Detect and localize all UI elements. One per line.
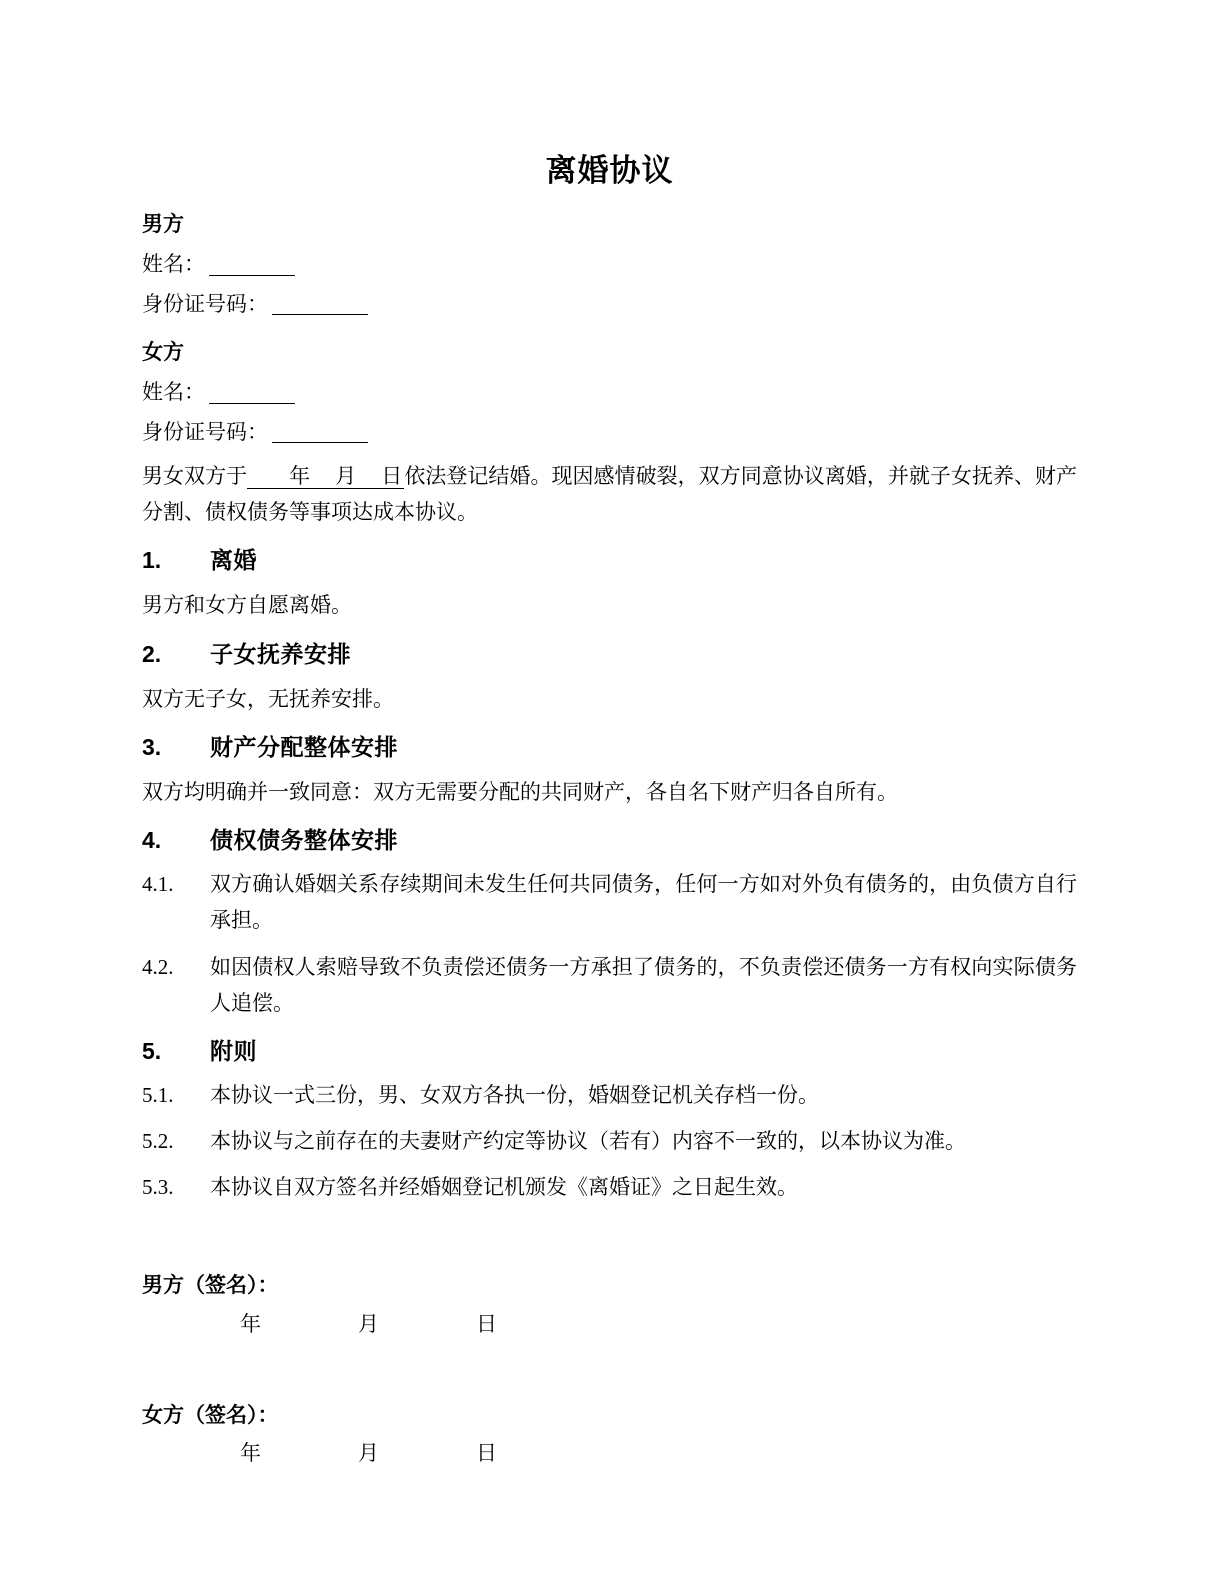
section-heading-3 — [142, 717, 1077, 763]
female-name-label: 姓名： — [142, 380, 205, 405]
day-unit: 日 — [381, 464, 403, 489]
sub-item-text-4-2: 如因债权人索赔导致不负责偿还债务一方承担了债务的，不负责偿还债务一方有权向实际债务人追偿。 — [210, 954, 1077, 1015]
male-id-blank[interactable] — [272, 293, 368, 315]
sub-item-text-4-1: 双方确认婚姻关系存续期间未发生任何共同债务，任何一方如对外负有债务的，由负债方自行承担。 — [210, 872, 1077, 933]
female-id-label: 身份证号码： — [142, 419, 268, 444]
male-signature-label[interactable]: 男方（签名）： — [142, 1274, 279, 1298]
male-sign-year[interactable]: 年 — [240, 1311, 261, 1336]
male-id-field — [142, 279, 1077, 318]
page-title: 离婚协议 — [545, 153, 674, 188]
section-title-5: 附则 — [210, 1037, 257, 1064]
section-title-3: 财产分配整体安排 — [210, 733, 398, 760]
sub-item-number-5-2: 5.2. — [142, 1129, 174, 1154]
female-name-field — [142, 367, 1077, 406]
signature-gap — [142, 1205, 1077, 1271]
section-3-paragraph-1: 双方均明确并一致同意：双方无需要分配的共同财产，各自名下财产归各自所有。 — [142, 780, 898, 805]
sub-item-text-5-2: 本协议与之前存在的夫妻财产约定等协议（若有）内容不一致的，以本协议为准。 — [210, 1129, 966, 1154]
marriage-day-blank[interactable] — [358, 464, 404, 489]
female-signature-label[interactable]: 女方（签名）： — [142, 1404, 279, 1428]
male-sign-day[interactable]: 日 — [476, 1311, 497, 1336]
intro-paragraph — [142, 446, 1077, 530]
intro-suffix: 依法登记结婚。现因感情破裂，双方同意协议离婚，并就子女抚养、财产分割、债权债务等事项达成本协议。 — [142, 464, 1078, 525]
sub-item-text-5-1: 本协议一式三份，男、女双方各执一份，婚姻登记机关存档一份。 — [210, 1082, 819, 1107]
sub-item-number-4-2: 4.2. — [142, 954, 174, 979]
month-unit: 月 — [335, 464, 357, 489]
male-party-label: 男方 — [142, 213, 184, 236]
sub-item-4-2 — [142, 939, 1077, 1021]
section-number-5: 5. — [142, 1037, 162, 1064]
section-2-paragraph-1: 双方无子女，无抚养安排。 — [142, 686, 394, 711]
female-sign-month[interactable]: 月 — [358, 1441, 379, 1466]
female-id-field — [142, 407, 1077, 446]
female-party-label: 女方 — [142, 341, 184, 365]
sub-item-number-4-1: 4.1. — [142, 872, 174, 897]
section-title-2: 子女抚养安排 — [210, 640, 351, 667]
female-id-blank[interactable] — [272, 421, 368, 443]
section-heading-4 — [142, 810, 1077, 856]
female-name-blank[interactable] — [209, 382, 295, 404]
female-signature-block — [142, 1401, 1077, 1469]
marriage-year-blank[interactable] — [247, 464, 312, 489]
male-name-field — [142, 239, 1077, 278]
marriage-month-blank[interactable] — [312, 464, 358, 489]
female-sign-year[interactable]: 年 — [240, 1441, 261, 1466]
section-title-4: 债权债务整体安排 — [210, 827, 398, 854]
sub-item-4-1 — [142, 856, 1077, 938]
section-number-2: 2. — [142, 640, 162, 667]
signature-spacer — [142, 1339, 1077, 1401]
section-number-1: 1. — [142, 547, 162, 574]
male-id-label: 身份证号码： — [142, 291, 268, 316]
female-sign-day[interactable]: 日 — [476, 1441, 497, 1466]
sub-item-5-1 — [142, 1067, 1077, 1113]
male-signature-date — [142, 1301, 1077, 1339]
section-heading-2 — [142, 624, 1077, 670]
male-signature-block — [142, 1271, 1077, 1339]
section-number-4: 4. — [142, 827, 162, 854]
male-sign-month[interactable]: 月 — [358, 1311, 379, 1336]
section-heading-1 — [142, 530, 1077, 576]
female-signature-date — [142, 1430, 1077, 1468]
sub-item-text-5-3: 本协议自双方签名并经婚姻登记机颁发《离婚证》之日起生效。 — [210, 1175, 798, 1200]
section-title-1: 离婚 — [210, 547, 257, 574]
male-name-label: 姓名： — [142, 252, 205, 277]
section-heading-5 — [142, 1021, 1077, 1067]
year-unit: 年 — [289, 464, 311, 489]
sub-item-number-5-1: 5.1. — [142, 1082, 174, 1107]
male-name-blank[interactable] — [209, 253, 295, 275]
section-1-paragraph-1: 男方和女方自愿离婚。 — [142, 593, 352, 618]
section-number-3: 3. — [142, 733, 162, 760]
document-content — [142, 0, 1077, 1469]
sub-item-5-2 — [142, 1113, 1077, 1159]
sub-item-number-5-3: 5.3. — [142, 1175, 174, 1200]
intro-prefix: 男女双方于 — [142, 464, 248, 489]
sub-item-5-3 — [142, 1159, 1077, 1205]
